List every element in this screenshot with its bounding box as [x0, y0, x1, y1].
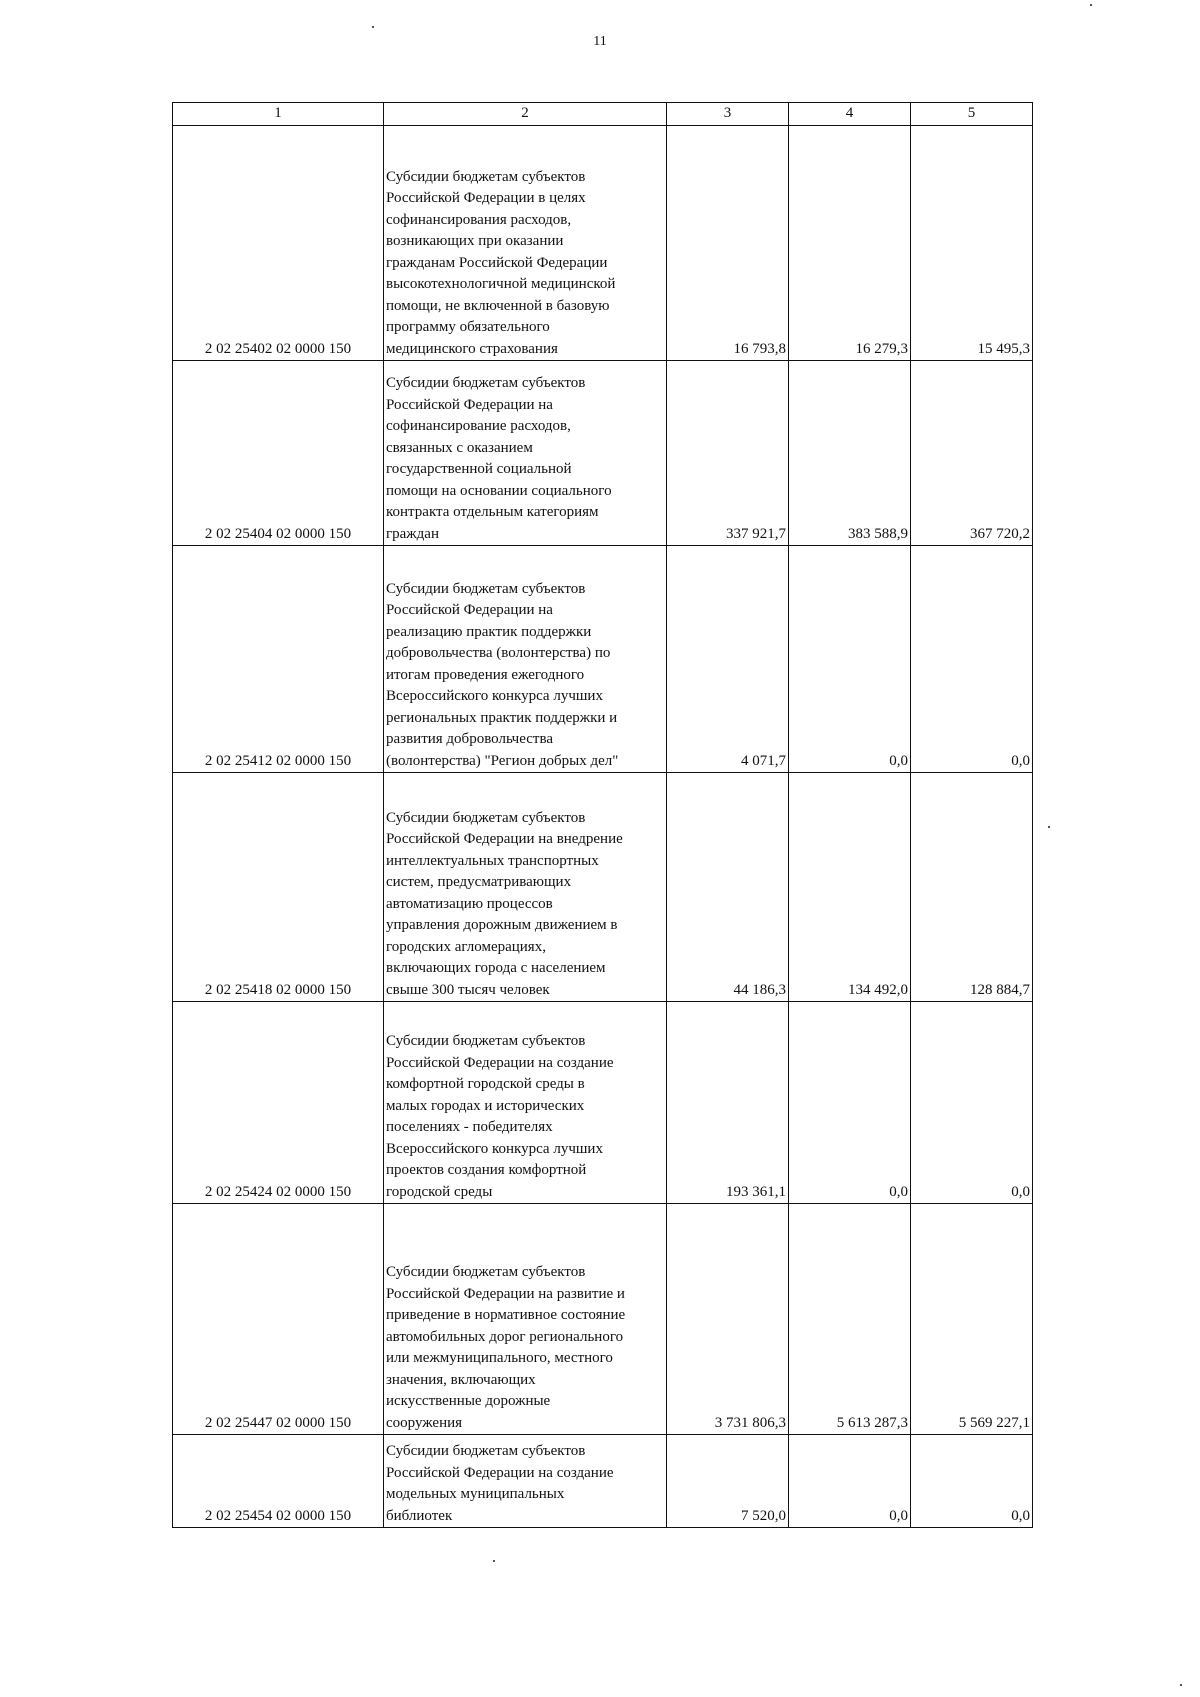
- amount-col5: 128 884,7: [911, 773, 1033, 1002]
- amount-col4: 0,0: [789, 1002, 911, 1204]
- table-row: [173, 773, 1033, 1002]
- amount-col3: 16 793,8: [667, 126, 789, 361]
- amount-col5: 0,0: [911, 1002, 1033, 1204]
- amount-col3: 193 361,1: [667, 1002, 789, 1204]
- table-row: [173, 361, 1033, 546]
- budget-description: Субсидии бюджетам субъектов Российской Федерации на развитие и приведение в нормативное состояние автомобильных дорог регионального или межмуниципального, местного значения, включающих искусственные дорожные сооружения: [384, 1204, 667, 1435]
- amount-col4: 0,0: [789, 1435, 911, 1528]
- scan-speck: [1090, 4, 1092, 6]
- budget-table: [172, 102, 1033, 1528]
- scan-speck: [372, 26, 374, 28]
- budget-description: Субсидии бюджетам субъектов Российской Федерации на софинансирование расходов, связанных с оказанием государственной социальной помощи на основании социального контракта отдельным категориям граждан: [384, 361, 667, 546]
- budget-code: 2 02 25418 02 0000 150: [173, 773, 384, 1002]
- budget-code: 2 02 25454 02 0000 150: [173, 1435, 384, 1528]
- amount-col4: 16 279,3: [789, 126, 911, 361]
- table-row: [173, 546, 1033, 773]
- amount-col3: 4 071,7: [667, 546, 789, 773]
- amount-col3: 3 731 806,3: [667, 1204, 789, 1435]
- table-row: [173, 1435, 1033, 1528]
- amount-col4: 134 492,0: [789, 773, 911, 1002]
- table-row: [173, 1204, 1033, 1435]
- amount-col5: 5 569 227,1: [911, 1204, 1033, 1435]
- scan-speck: [1048, 826, 1050, 828]
- budget-description: Субсидии бюджетам субъектов Российской Федерации на внедрение интеллектуальных транспортных систем, предусматривающих автоматизацию процессов управления дорожным движением в городских агломерациях, включающих города с населением свыше 300 тысяч человек: [384, 773, 667, 1002]
- table-row: [173, 1002, 1033, 1204]
- amount-col3: 7 520,0: [667, 1435, 789, 1528]
- scan-speck: [1180, 1684, 1182, 1686]
- amount-col4: 0,0: [789, 546, 911, 773]
- column-header-5: 5: [911, 103, 1033, 126]
- amount-col3: 337 921,7: [667, 361, 789, 546]
- scan-speck: [493, 1560, 495, 1562]
- budget-code: 2 02 25412 02 0000 150: [173, 546, 384, 773]
- column-header-3: 3: [667, 103, 789, 126]
- budget-code: 2 02 25404 02 0000 150: [173, 361, 384, 546]
- budget-code: 2 02 25424 02 0000 150: [173, 1002, 384, 1204]
- budget-description: Субсидии бюджетам субъектов Российской Федерации на реализацию практик поддержки добровольчества (волонтерства) по итогам проведения ежегодного Всероссийского конкурса лучших региональных практик поддержки и развития добровольчества (волонтерства) "Регион добрых дел": [384, 546, 667, 773]
- amount-col5: 15 495,3: [911, 126, 1033, 361]
- amount-col5: 0,0: [911, 546, 1033, 773]
- amount-col5: 0,0: [911, 1435, 1033, 1528]
- column-header-4: 4: [789, 103, 911, 126]
- amount-col4: 5 613 287,3: [789, 1204, 911, 1435]
- table-row: [173, 126, 1033, 361]
- budget-description: Субсидии бюджетам субъектов Российской Федерации на создание комфортной городской среды в малых городах и исторических поселениях - победителях Всероссийского конкурса лучших проектов создания комфортной городской среды: [384, 1002, 667, 1204]
- amount-col5: 367 720,2: [911, 361, 1033, 546]
- table-header-row: [173, 103, 1033, 126]
- budget-description: Субсидии бюджетам субъектов Российской Федерации в целях софинансирования расходов, возникающих при оказании гражданам Российской Федерации высокотехнологичной медицинской помощи, не включенной в базовую программу обязательного медицинского страхования: [384, 126, 667, 361]
- page-number: 11: [593, 34, 607, 49]
- budget-code: 2 02 25447 02 0000 150: [173, 1204, 384, 1435]
- budget-description: Субсидии бюджетам субъектов Российской Федерации на создание модельных муниципальных библиотек: [384, 1435, 667, 1528]
- amount-col4: 383 588,9: [789, 361, 911, 546]
- amount-col3: 44 186,3: [667, 773, 789, 1002]
- budget-code: 2 02 25402 02 0000 150: [173, 126, 384, 361]
- column-header-2: 2: [384, 103, 667, 126]
- column-header-1: 1: [173, 103, 384, 126]
